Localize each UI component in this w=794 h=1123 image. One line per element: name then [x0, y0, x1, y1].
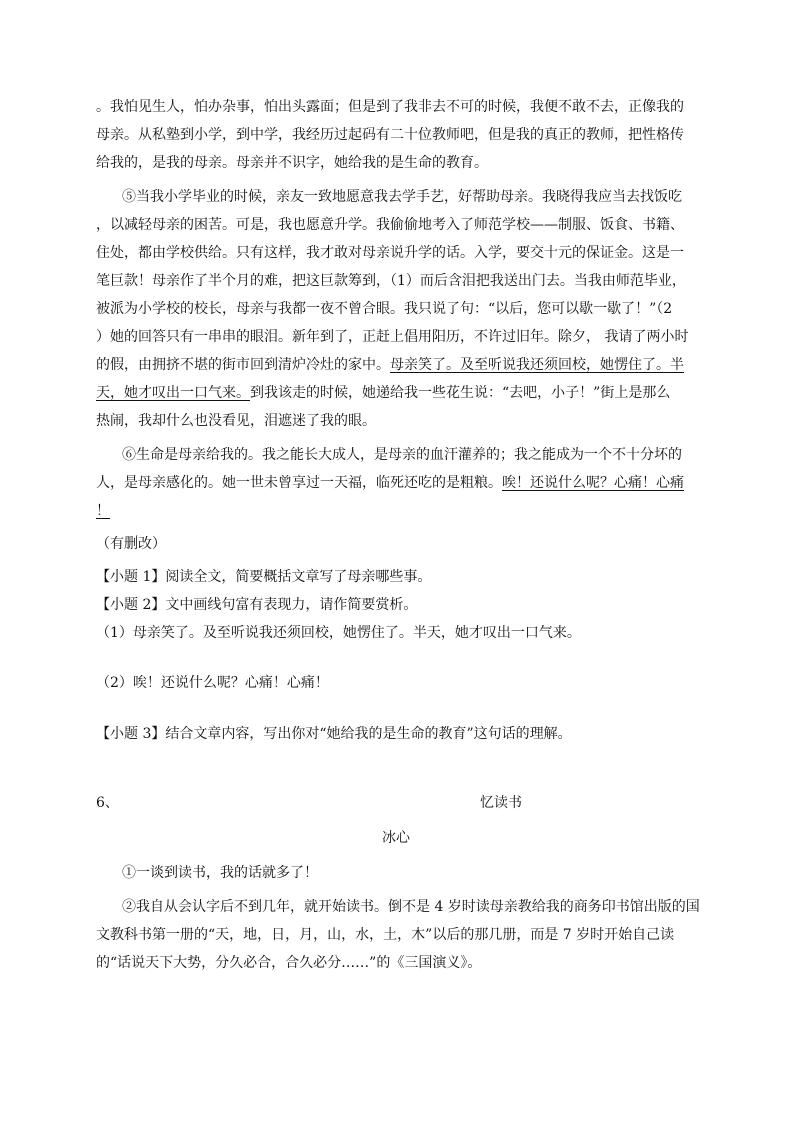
text-line [96, 472, 684, 492]
text-line: 热闹，我却什么也没看见，泪遮迷了我的眼。 [96, 413, 376, 429]
question-2: 【小题 2】文中画线句富有表现力，请作简要赏析。 [96, 597, 418, 613]
text-span: 的假，由拥挤不堪的街市回到清炉冷灶的家中。 [96, 357, 390, 373]
text-line: 的“话说天下大势，分久必合，合久必分……”的《三国演义》。 [96, 955, 482, 971]
text-line: ②我自从会认字后不到几年，就开始读书。倒不是 4 岁时读母亲教给我的商务印书馆出版的国 [122, 899, 700, 915]
question-1: 【小题 1】阅读全文，简要概括文章写了母亲哪些事。 [96, 569, 432, 585]
text-line [96, 354, 684, 374]
text-line: 笔巨款！母亲作了半个月的难，把这巨款筹到，（1）而后含泪把我送出门去。当我由师范毕业， [96, 273, 686, 289]
text-span: 人，是母亲感化的。她一世未曾享过一天福，临死还吃的是粗粮。 [96, 475, 502, 491]
section-number: 6、 [96, 795, 119, 811]
question-2-item-1: （1）母亲笑了。及至听说我还须回校，她愣住了。半天，她才叹出一口气来。 [96, 625, 581, 641]
text-line: 住处，都由学校供给。只有这样，我才敢对母亲说升学的话。入学，要交十元的保证金。这是一 [96, 245, 684, 261]
underlined-sentence: 唉！还说什么呢？心痛！心痛 [502, 475, 684, 491]
text-line: 。我怕见生人，怕办杂事，怕出头露面；但是到了我非去不可的时候，我便不敢不去，正像我的 [96, 99, 684, 115]
underlined-sentence: ！ [96, 503, 110, 519]
underlined-sentence: 母亲笑了。及至听说我还须回校，她愣住了。半 [390, 357, 684, 373]
text-line: ）她的回答只有一串串的眼泪。新年到了，正赶上倡用阳历，不许过旧年。除夕， 我请了两小时 [96, 329, 689, 345]
question-2-item-2: （2）唉！还说什么呢？心痛！心痛！ [96, 675, 329, 691]
text-span: 到我该走的时候，她递给我一些花生说：“去吧，小子！”街上是那么 [250, 385, 671, 401]
article-title: 忆读书 [480, 795, 522, 811]
text-line [96, 382, 670, 402]
underlined-sentence: 天，她才叹出一口气来。 [96, 385, 250, 401]
text-line: ，以减轻母亲的困苦。可是，我也愿意升学。我偷偷地考入了师范学校——制服、饭食、书籍、 [96, 217, 684, 233]
text-line: 文教科书第一册的“天，地，日，月，山，水，土，木”以后的那几册，而是 7 岁时开始自己读 [96, 927, 675, 943]
text-line: ①一谈到读书，我的话就多了！ [122, 865, 318, 881]
text-line: 给我的，是我的母亲。母亲并不识字，她给我的是生命的教育。 [96, 155, 488, 171]
edit-note: （有删改） [96, 536, 166, 552]
text-line: 被派为小学校的校长，母亲与我都一夜不曾合眼。我只说了句：“以后，您可以歇一歇了！”（2 [96, 301, 673, 317]
text-line [96, 500, 110, 520]
text-line: ⑥生命是母亲给我的。我之能长大成人，是母亲的血汗灌养的；我之能成为一个不十分坏的 [122, 447, 682, 463]
article-author: 冰心 [382, 830, 410, 846]
question-3: 【小题 3】结合文章内容，写出你对“她给我的是生命的教育”这句话的理解。 [96, 726, 572, 742]
text-line: 母亲。从私塾到小学，到中学，我经历过起码有二十位教师吧，但是我的真正的教师，把性格传 [96, 127, 684, 143]
text-line: ⑤当我小学毕业的时候，亲友一致地愿意我去学手艺，好帮助母亲。我晓得我应当去找饭吃 [122, 189, 682, 205]
